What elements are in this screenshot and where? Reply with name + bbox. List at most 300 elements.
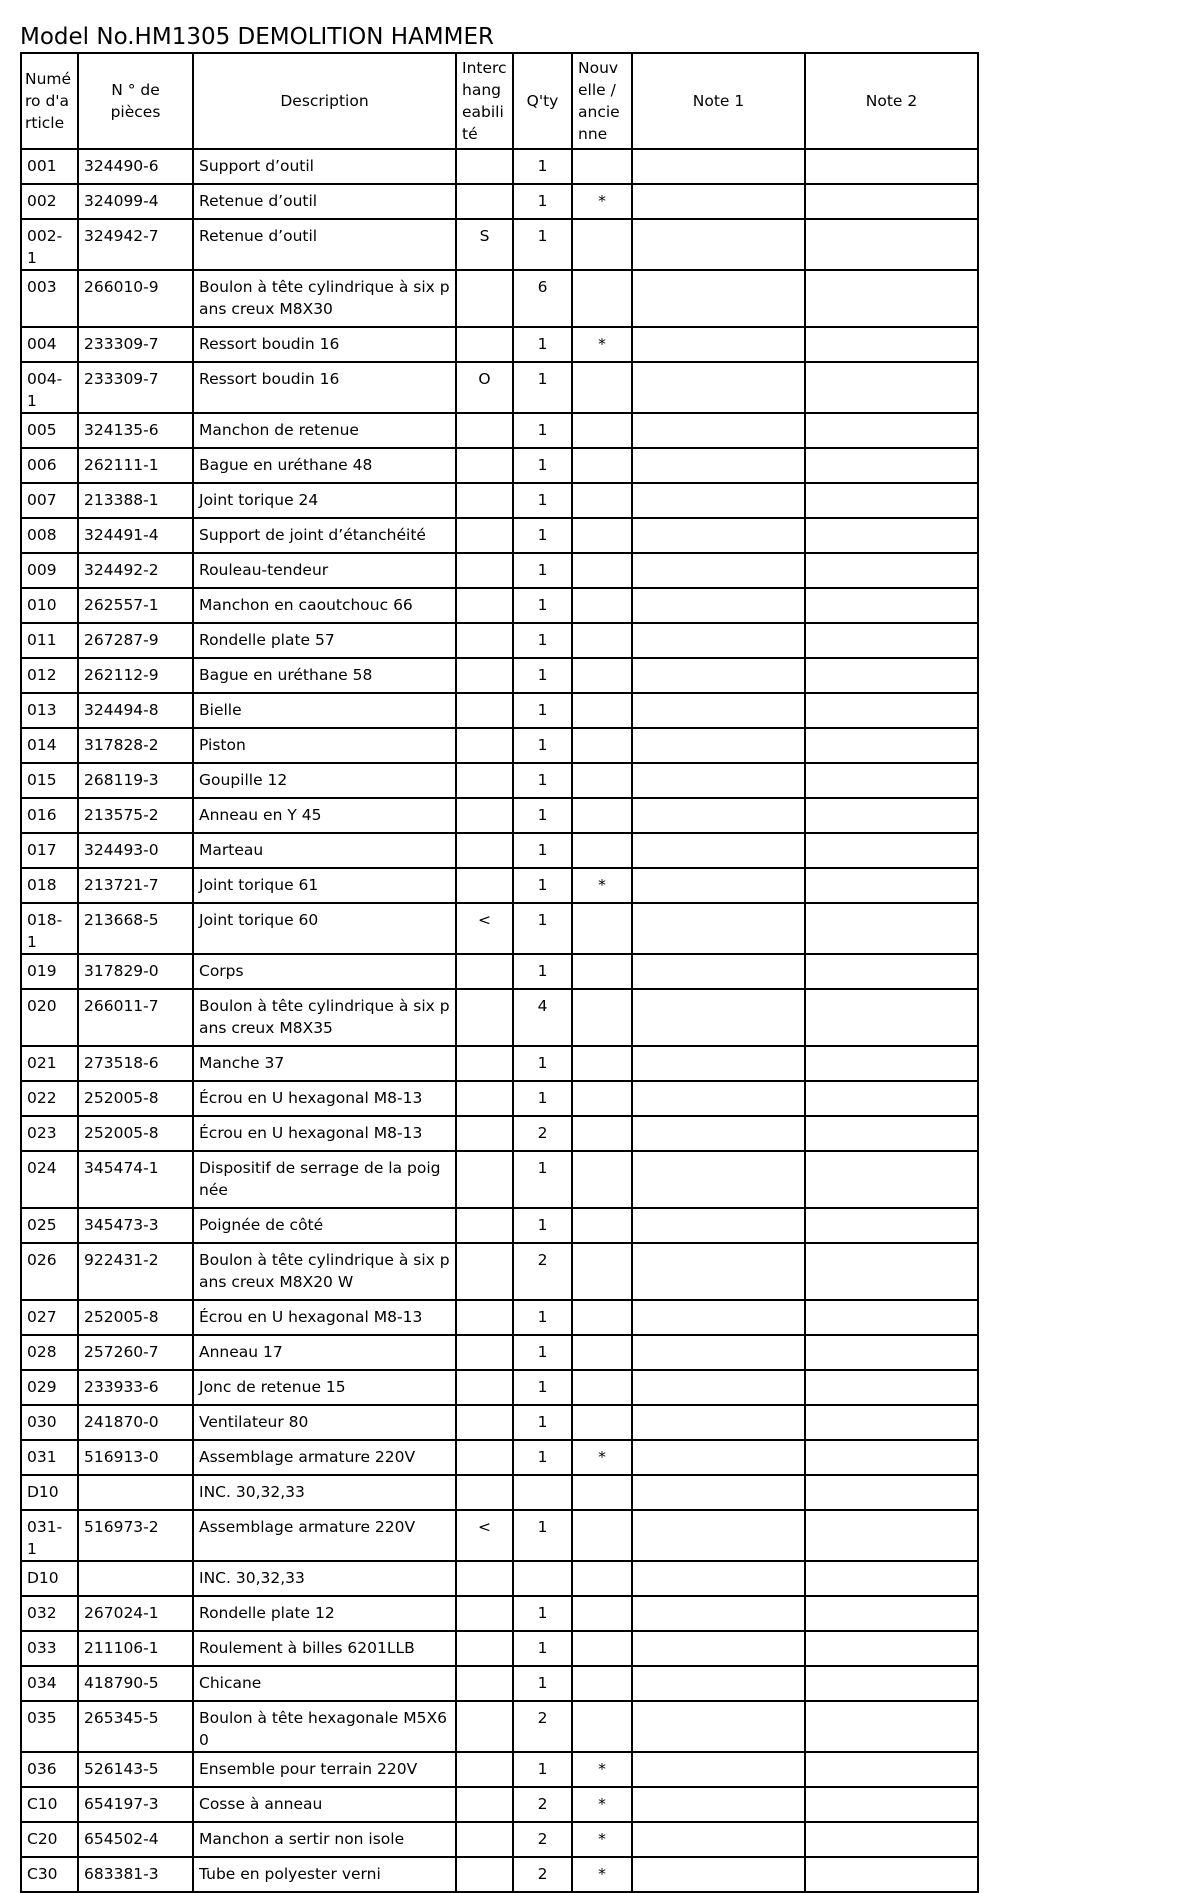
cell-new-old (572, 413, 632, 448)
cell-item-number: 022 (21, 1081, 78, 1116)
cell-interchangeability (456, 989, 513, 1046)
cell-description: Boulon à tête cylindrique à six pans creux M8X30 (193, 270, 456, 327)
cell-item-number: 029 (21, 1370, 78, 1405)
cell-description: Corps (193, 954, 456, 989)
cell-description: Poignée de côté (193, 1208, 456, 1243)
cell-quantity: 2 (513, 1701, 572, 1752)
cell-part-number: 262112-9 (78, 658, 193, 693)
cell-note-2 (805, 1596, 978, 1631)
cell-quantity: 1 (513, 1631, 572, 1666)
cell-note-1 (632, 483, 805, 518)
table-row (21, 1243, 978, 1300)
cell-interchangeability: < (456, 1510, 513, 1561)
table-row (21, 1116, 978, 1151)
table-row (21, 1300, 978, 1335)
table-row (21, 149, 978, 184)
cell-quantity: 1 (513, 413, 572, 448)
cell-interchangeability (456, 868, 513, 903)
cell-quantity: 1 (513, 658, 572, 693)
cell-note-1 (632, 1116, 805, 1151)
table-row (21, 1405, 978, 1440)
cell-part-number: 213721-7 (78, 868, 193, 903)
cell-description: Cosse à anneau (193, 1787, 456, 1822)
cell-note-2 (805, 149, 978, 184)
cell-new-old (572, 623, 632, 658)
cell-item-number: C10 (21, 1787, 78, 1822)
cell-note-2 (805, 1701, 978, 1752)
header-part-number: N ° de pièces (78, 53, 193, 149)
cell-new-old (572, 1243, 632, 1300)
table-row (21, 270, 978, 327)
table-row (21, 1208, 978, 1243)
cell-interchangeability (456, 728, 513, 763)
cell-note-2 (805, 1370, 978, 1405)
cell-description: Boulon à tête cylindrique à six pans creux M8X35 (193, 989, 456, 1046)
cell-part-number: 922431-2 (78, 1243, 193, 1300)
cell-description: Bague en uréthane 48 (193, 448, 456, 483)
cell-new-old (572, 1666, 632, 1701)
cell-item-number: 003 (21, 270, 78, 327)
cell-description: Manchon en caoutchouc 66 (193, 588, 456, 623)
cell-interchangeability (456, 693, 513, 728)
header-description: Description (193, 53, 456, 149)
cell-quantity: 1 (513, 1596, 572, 1631)
cell-new-old (572, 483, 632, 518)
cell-item-number: 018-1 (21, 903, 78, 954)
cell-description: Support de joint d’étanchéité (193, 518, 456, 553)
cell-quantity: 1 (513, 1752, 572, 1787)
cell-part-number: 213575-2 (78, 798, 193, 833)
cell-note-2 (805, 798, 978, 833)
cell-item-number: 031-1 (21, 1510, 78, 1561)
cell-item-number: 019 (21, 954, 78, 989)
cell-note-2 (805, 1300, 978, 1335)
cell-quantity: 2 (513, 1243, 572, 1300)
cell-description: Piston (193, 728, 456, 763)
cell-note-1 (632, 1596, 805, 1631)
cell-quantity: 1 (513, 728, 572, 763)
cell-quantity: 2 (513, 1787, 572, 1822)
cell-quantity: 1 (513, 693, 572, 728)
cell-item-number: 013 (21, 693, 78, 728)
cell-new-old: * (572, 184, 632, 219)
cell-note-1 (632, 903, 805, 954)
cell-description: Dispositif de serrage de la poignée (193, 1151, 456, 1208)
cell-note-1 (632, 798, 805, 833)
table-row (21, 362, 978, 413)
table-row (21, 1151, 978, 1208)
cell-quantity: 1 (513, 483, 572, 518)
cell-part-number: 654197-3 (78, 1787, 193, 1822)
table-header-row (21, 53, 978, 149)
table-row (21, 1370, 978, 1405)
cell-interchangeability (456, 483, 513, 518)
cell-item-number: 004 (21, 327, 78, 362)
cell-interchangeability (456, 184, 513, 219)
cell-interchangeability: S (456, 219, 513, 270)
cell-interchangeability (456, 1752, 513, 1787)
cell-note-2 (805, 1822, 978, 1857)
cell-new-old: * (572, 1857, 632, 1892)
cell-description: Ressort boudin 16 (193, 362, 456, 413)
cell-new-old (572, 1475, 632, 1510)
cell-note-2 (805, 728, 978, 763)
cell-item-number: D10 (21, 1561, 78, 1596)
cell-interchangeability (456, 1666, 513, 1701)
cell-item-number: 011 (21, 623, 78, 658)
table-row (21, 798, 978, 833)
cell-note-2 (805, 1752, 978, 1787)
cell-description: Retenue d’outil (193, 184, 456, 219)
cell-item-number: 004-1 (21, 362, 78, 413)
cell-note-1 (632, 1440, 805, 1475)
cell-new-old (572, 1151, 632, 1208)
cell-new-old (572, 1208, 632, 1243)
cell-note-1 (632, 1208, 805, 1243)
cell-note-1 (632, 1787, 805, 1822)
cell-item-number: C30 (21, 1857, 78, 1892)
cell-interchangeability (456, 270, 513, 327)
cell-note-1 (632, 868, 805, 903)
cell-description: Écrou en U hexagonal M8-13 (193, 1116, 456, 1151)
cell-item-number: 007 (21, 483, 78, 518)
cell-quantity: 1 (513, 1151, 572, 1208)
table-row (21, 1335, 978, 1370)
cell-new-old (572, 954, 632, 989)
cell-new-old: * (572, 1752, 632, 1787)
cell-new-old (572, 149, 632, 184)
table-row (21, 184, 978, 219)
cell-new-old (572, 1510, 632, 1561)
cell-part-number: 324099-4 (78, 184, 193, 219)
cell-quantity: 1 (513, 1370, 572, 1405)
cell-interchangeability (456, 413, 513, 448)
cell-part-number: 267287-9 (78, 623, 193, 658)
cell-interchangeability (456, 518, 513, 553)
header-interchangeability: Interchangeabilité (456, 53, 513, 149)
cell-part-number: 233933-6 (78, 1370, 193, 1405)
cell-note-2 (805, 270, 978, 327)
cell-interchangeability (456, 1370, 513, 1405)
cell-note-2 (805, 658, 978, 693)
cell-description: Rondelle plate 57 (193, 623, 456, 658)
cell-new-old (572, 553, 632, 588)
table-row (21, 483, 978, 518)
cell-description: Ressort boudin 16 (193, 327, 456, 362)
cell-quantity: 1 (513, 1335, 572, 1370)
cell-note-1 (632, 518, 805, 553)
table-row (21, 954, 978, 989)
table-row (21, 327, 978, 362)
cell-quantity: 1 (513, 798, 572, 833)
cell-note-1 (632, 1510, 805, 1561)
cell-description: Rondelle plate 12 (193, 1596, 456, 1631)
cell-interchangeability (456, 1561, 513, 1596)
cell-new-old: * (572, 1440, 632, 1475)
cell-note-1 (632, 327, 805, 362)
table-row (21, 693, 978, 728)
cell-description: Joint torique 61 (193, 868, 456, 903)
cell-description: Manchon a sertir non isole (193, 1822, 456, 1857)
cell-interchangeability (456, 1596, 513, 1631)
cell-quantity: 1 (513, 149, 572, 184)
cell-description: Roulement à billes 6201LLB (193, 1631, 456, 1666)
cell-quantity: 1 (513, 868, 572, 903)
cell-quantity (513, 1561, 572, 1596)
cell-item-number: 030 (21, 1405, 78, 1440)
cell-quantity: 1 (513, 327, 572, 362)
cell-note-1 (632, 989, 805, 1046)
cell-new-old (572, 728, 632, 763)
table-row (21, 833, 978, 868)
cell-quantity: 6 (513, 270, 572, 327)
table-row (21, 1752, 978, 1787)
cell-interchangeability (456, 658, 513, 693)
cell-item-number: 020 (21, 989, 78, 1046)
cell-item-number: D10 (21, 1475, 78, 1510)
table-row (21, 868, 978, 903)
table-row (21, 989, 978, 1046)
cell-quantity: 1 (513, 588, 572, 623)
cell-item-number: 034 (21, 1666, 78, 1701)
cell-note-2 (805, 219, 978, 270)
cell-description: Support d’outil (193, 149, 456, 184)
cell-part-number: 211106-1 (78, 1631, 193, 1666)
cell-quantity: 1 (513, 1405, 572, 1440)
cell-new-old (572, 1116, 632, 1151)
cell-item-number: C20 (21, 1822, 78, 1857)
cell-note-1 (632, 1335, 805, 1370)
cell-new-old (572, 588, 632, 623)
cell-description: Tube en polyester verni (193, 1857, 456, 1892)
cell-interchangeability (456, 798, 513, 833)
cell-part-number: 324942-7 (78, 219, 193, 270)
cell-part-number: 265345-5 (78, 1701, 193, 1752)
cell-part-number: 324491-4 (78, 518, 193, 553)
cell-item-number: 018 (21, 868, 78, 903)
cell-new-old (572, 1335, 632, 1370)
cell-quantity: 1 (513, 833, 572, 868)
cell-quantity: 1 (513, 518, 572, 553)
cell-item-number: 024 (21, 1151, 78, 1208)
cell-note-1 (632, 413, 805, 448)
table-row (21, 1561, 978, 1596)
cell-description: Assemblage armature 220V (193, 1440, 456, 1475)
cell-new-old: * (572, 327, 632, 362)
cell-new-old (572, 1300, 632, 1335)
cell-note-2 (805, 693, 978, 728)
cell-interchangeability (456, 1208, 513, 1243)
cell-interchangeability (456, 1335, 513, 1370)
cell-item-number: 033 (21, 1631, 78, 1666)
cell-description: Ventilateur 80 (193, 1405, 456, 1440)
table-row (21, 1787, 978, 1822)
cell-part-number: 418790-5 (78, 1666, 193, 1701)
table-row (21, 763, 978, 798)
table-row (21, 1475, 978, 1510)
cell-item-number: 027 (21, 1300, 78, 1335)
cell-note-1 (632, 553, 805, 588)
cell-item-number: 026 (21, 1243, 78, 1300)
cell-part-number: 267024-1 (78, 1596, 193, 1631)
cell-description: Écrou en U hexagonal M8-13 (193, 1300, 456, 1335)
header-item-number: Numéro d'article (21, 53, 78, 149)
cell-new-old: * (572, 1822, 632, 1857)
cell-part-number: 516913-0 (78, 1440, 193, 1475)
cell-quantity: 1 (513, 553, 572, 588)
cell-interchangeability (456, 327, 513, 362)
cell-item-number: 012 (21, 658, 78, 693)
cell-description: Ensemble pour terrain 220V (193, 1752, 456, 1787)
cell-note-1 (632, 149, 805, 184)
cell-note-1 (632, 623, 805, 658)
cell-quantity: 1 (513, 184, 572, 219)
cell-quantity: 1 (513, 1046, 572, 1081)
cell-quantity: 1 (513, 1208, 572, 1243)
cell-item-number: 031 (21, 1440, 78, 1475)
cell-interchangeability: < (456, 903, 513, 954)
cell-note-1 (632, 184, 805, 219)
cell-note-2 (805, 1857, 978, 1892)
table-row (21, 1631, 978, 1666)
cell-new-old (572, 763, 632, 798)
cell-quantity: 2 (513, 1116, 572, 1151)
table-row (21, 728, 978, 763)
cell-note-1 (632, 1243, 805, 1300)
cell-quantity: 4 (513, 989, 572, 1046)
cell-note-2 (805, 1081, 978, 1116)
cell-new-old (572, 693, 632, 728)
cell-interchangeability (456, 954, 513, 989)
cell-interchangeability (456, 1857, 513, 1892)
cell-description: Écrou en U hexagonal M8-13 (193, 1081, 456, 1116)
cell-part-number: 683381-3 (78, 1857, 193, 1892)
cell-note-1 (632, 954, 805, 989)
cell-note-1 (632, 763, 805, 798)
cell-new-old (572, 448, 632, 483)
cell-item-number: 016 (21, 798, 78, 833)
cell-note-2 (805, 763, 978, 798)
cell-part-number: 345473-3 (78, 1208, 193, 1243)
cell-interchangeability (456, 1116, 513, 1151)
cell-part-number (78, 1561, 193, 1596)
cell-note-1 (632, 1822, 805, 1857)
cell-note-1 (632, 1370, 805, 1405)
cell-note-1 (632, 693, 805, 728)
cell-quantity: 1 (513, 219, 572, 270)
cell-note-1 (632, 588, 805, 623)
cell-note-2 (805, 903, 978, 954)
cell-note-1 (632, 362, 805, 413)
cell-note-2 (805, 1335, 978, 1370)
cell-part-number: 324494-8 (78, 693, 193, 728)
cell-item-number: 036 (21, 1752, 78, 1787)
cell-note-2 (805, 184, 978, 219)
cell-interchangeability (456, 588, 513, 623)
cell-item-number: 009 (21, 553, 78, 588)
cell-quantity: 1 (513, 1081, 572, 1116)
cell-item-number: 006 (21, 448, 78, 483)
cell-quantity: 1 (513, 448, 572, 483)
cell-note-1 (632, 1631, 805, 1666)
cell-note-2 (805, 1631, 978, 1666)
cell-description: Manchon de retenue (193, 413, 456, 448)
cell-quantity: 1 (513, 623, 572, 658)
cell-note-2 (805, 362, 978, 413)
table-row (21, 1857, 978, 1892)
cell-interchangeability (456, 1822, 513, 1857)
cell-note-1 (632, 1151, 805, 1208)
table-row (21, 553, 978, 588)
cell-new-old (572, 1561, 632, 1596)
cell-interchangeability (456, 1631, 513, 1666)
cell-quantity: 1 (513, 954, 572, 989)
table-row (21, 1440, 978, 1475)
cell-item-number: 035 (21, 1701, 78, 1752)
cell-note-2 (805, 1510, 978, 1561)
cell-description: Chicane (193, 1666, 456, 1701)
header-note-1: Note 1 (632, 53, 805, 149)
cell-quantity: 1 (513, 903, 572, 954)
cell-part-number: 345474-1 (78, 1151, 193, 1208)
cell-note-2 (805, 868, 978, 903)
cell-part-number: 213668-5 (78, 903, 193, 954)
cell-description: Boulon à tête cylindrique à six pans creux M8X20 W (193, 1243, 456, 1300)
table-row (21, 903, 978, 954)
cell-interchangeability (456, 448, 513, 483)
cell-interchangeability (456, 763, 513, 798)
cell-new-old (572, 1701, 632, 1752)
table-row (21, 1701, 978, 1752)
table-row (21, 1510, 978, 1561)
cell-note-1 (632, 1561, 805, 1596)
table-row (21, 623, 978, 658)
cell-quantity: 2 (513, 1822, 572, 1857)
cell-note-2 (805, 954, 978, 989)
cell-item-number: 017 (21, 833, 78, 868)
cell-new-old (572, 270, 632, 327)
cell-new-old (572, 219, 632, 270)
table-row (21, 448, 978, 483)
cell-part-number: 268119-3 (78, 763, 193, 798)
cell-part-number: 266010-9 (78, 270, 193, 327)
cell-part-number: 252005-8 (78, 1081, 193, 1116)
cell-new-old (572, 518, 632, 553)
cell-note-2 (805, 623, 978, 658)
cell-quantity: 1 (513, 763, 572, 798)
cell-description: Jonc de retenue 15 (193, 1370, 456, 1405)
table-row (21, 1046, 978, 1081)
cell-note-2 (805, 518, 978, 553)
cell-description: INC. 30,32,33 (193, 1475, 456, 1510)
cell-note-1 (632, 1300, 805, 1335)
cell-description: Joint torique 24 (193, 483, 456, 518)
table-row (21, 1666, 978, 1701)
cell-note-2 (805, 553, 978, 588)
cell-interchangeability (456, 1300, 513, 1335)
cell-note-1 (632, 219, 805, 270)
cell-part-number: 257260-7 (78, 1335, 193, 1370)
cell-part-number (78, 1475, 193, 1510)
cell-new-old (572, 1046, 632, 1081)
cell-note-1 (632, 728, 805, 763)
cell-part-number: 241870-0 (78, 1405, 193, 1440)
cell-part-number: 266011-7 (78, 989, 193, 1046)
cell-note-1 (632, 1405, 805, 1440)
cell-interchangeability (456, 1405, 513, 1440)
cell-note-2 (805, 1405, 978, 1440)
cell-part-number: 317828-2 (78, 728, 193, 763)
